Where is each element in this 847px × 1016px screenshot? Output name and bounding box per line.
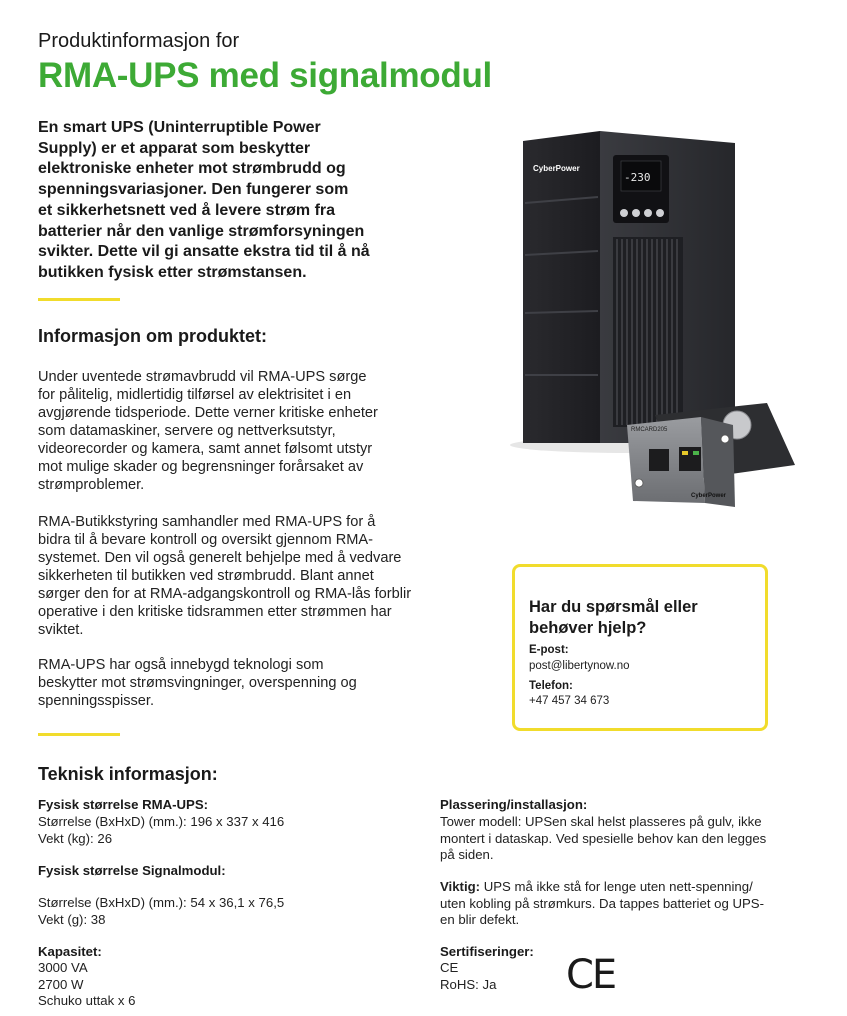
- ups-button-icon: [656, 209, 664, 217]
- ups-brand-text: CyberPower: [533, 164, 580, 173]
- contact-box: [512, 564, 768, 731]
- ups-button-icon: [632, 209, 640, 217]
- email-link[interactable]: post@libertynow.no: [529, 660, 630, 672]
- card-brand-text: CyberPower: [691, 493, 727, 499]
- placement-label: Plassering/installasjon:: [440, 797, 588, 812]
- capacity-text: 3000 VA 2700 W Schuko uttak x 6: [38, 960, 136, 1008]
- product-info-heading: Informasjon om produktet:: [38, 326, 267, 346]
- technical-heading: Teknisk informasjon:: [38, 764, 218, 784]
- important-note: [440, 879, 830, 929]
- page-title: RMA-UPS med signalmodul: [38, 56, 492, 95]
- cert-text: CE RoHS: Ja: [440, 960, 497, 992]
- phone-number[interactable]: +47 457 34 673: [529, 695, 610, 707]
- ups-display-reading: -230: [624, 171, 651, 184]
- product-info-paragraph-2: RMA-Butikkstyring samhandler med RMA-UPS for å bidra til å bevare kontroll og oversikt gjennom RMA- systemet. Den vil også generelt behjelpe med å vedvare sikkerheten til butikken ved strømbrudd. Blant annet sørger den for at RMA-adgangskontroll og RMA-lås forblir operative i den kritiske tidsrammen etter strømmen har sviktet.: [38, 514, 412, 638]
- important-text: UPS må ikke stå for lenge uten nett-spenning/ uten kobling på strømkurs. Da tappes batteriet og UPS- en blir defekt.: [440, 879, 764, 927]
- divider: [38, 298, 120, 301]
- module-size-text: Størrelse (BxHxD) (mm.): 54 x 36,1 x 76,5 Vekt (g): 38: [38, 895, 285, 927]
- phone-label: Telefon:: [529, 680, 573, 692]
- important-label: Viktig:: [440, 879, 481, 894]
- ethernet-port-icon: [649, 449, 669, 471]
- ethernet-port-icon: [679, 447, 701, 471]
- pre-title: Produktinformasjon for: [38, 30, 240, 52]
- ups-size-label: Fysisk størrelse RMA-UPS:: [38, 797, 209, 812]
- capacity-label: Kapasitet:: [38, 944, 102, 959]
- contact-question: Har du spørsmål eller behøver hjelp?: [529, 598, 698, 637]
- placement-text: Tower modell: UPSen skal helst plasseres på gulv, ikke montert i dataskap. Ved spesielle behov kan den legges på siden.: [440, 814, 767, 862]
- ups-button-icon: [620, 209, 628, 217]
- ups-front-panel: [523, 131, 600, 443]
- product-info-paragraph-1: Under uventede strømavbrudd vil RMA-UPS sørge for pålitelig, midlertidig tilførsel av elektrisitet i en avgjørende tidsperiode. Dette verner kritiske enheter som datamaskiner, servere og nettverksutstyr, videorecorder og kamera, samt annet følsomt utstyr mot mulige skader og begrensninger forårsaket av strømproblemer.: [38, 369, 378, 493]
- divider: [38, 733, 120, 736]
- module-size-label: Fysisk størrelse Signalmodul:: [38, 863, 226, 878]
- product-info-paragraph-3: RMA-UPS har også innebygd teknologi som beskytter mot strømsvingninger, overspenning og spenningsspisser.: [38, 657, 357, 709]
- email-label: E-post:: [529, 644, 569, 656]
- product-image: [505, 125, 805, 525]
- ce-mark-icon: CE: [566, 952, 616, 998]
- card-label-text: RMCARD205: [631, 427, 668, 433]
- ups-size-text: Størrelse (BxHxD) (mm.): 196 x 337 x 416 Vekt (kg): 26: [38, 814, 285, 846]
- cert-label: Sertifiseringer:: [440, 944, 534, 959]
- ups-button-icon: [644, 209, 652, 217]
- intro-text: En smart UPS (Uninterruptible Power Supply) er et apparat som beskytter elektroniske enheter mot strømbrudd og spenningsvariasjoner. Den fungerer som et sikkerhetsnett ved å levere strøm fra batterier når den vanlige strømforsyningen svikter. Dette vil gi ansatte ekstra tid til å nå butikken fysisk etter strømstansen.: [38, 119, 370, 281]
